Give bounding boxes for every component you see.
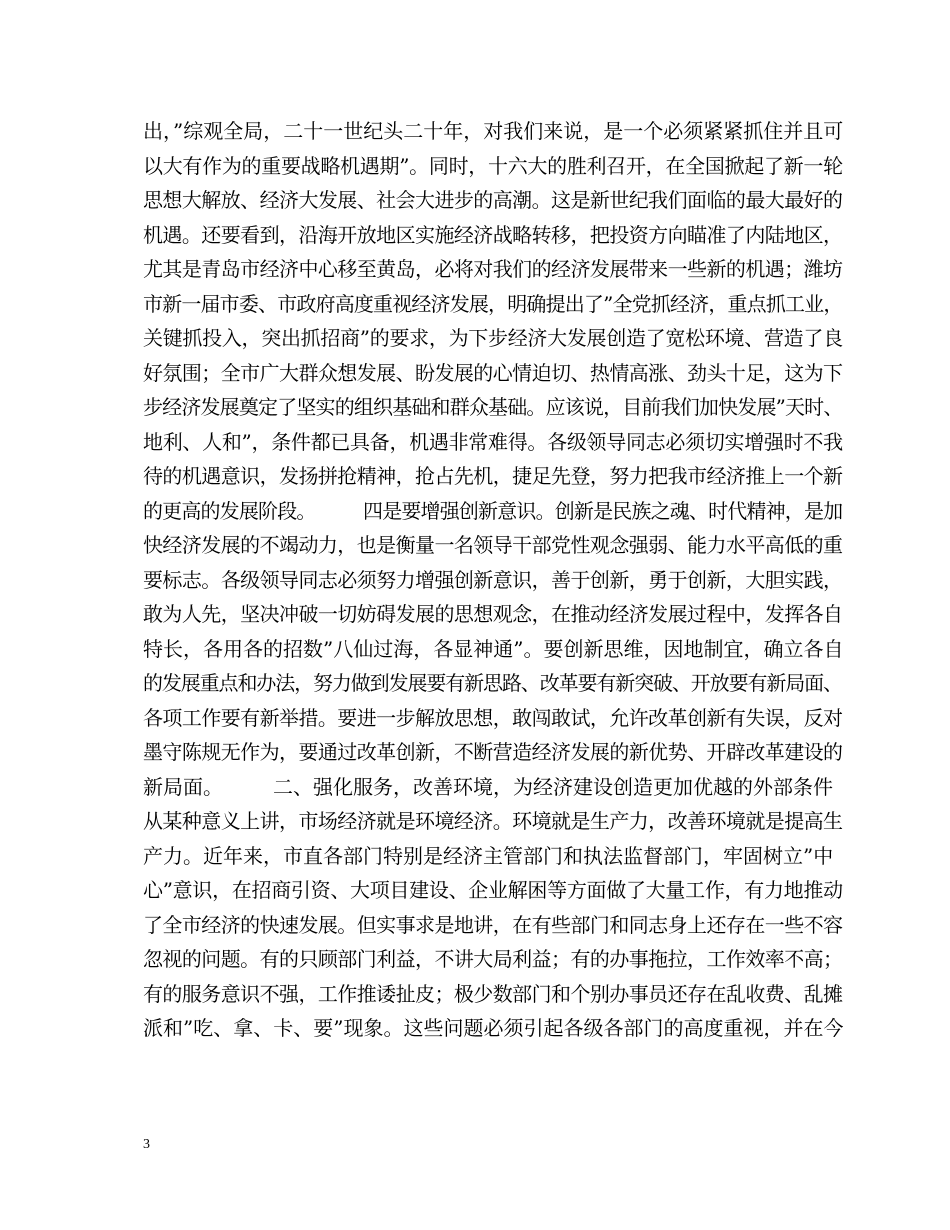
- text-line: 快经济发展的不竭动力，也是衡量一名领导干部党性观念强弱、能力水平高低的重: [143, 533, 843, 557]
- text-line: 派和”吃、拿、卡、要”现象。这些问题必须引起各级各部门的高度重视，并在今: [143, 1016, 844, 1040]
- text-line: 好氛围；全市广大群众想发展、盼发展的心情迫切、热情高涨、劲头十足，这为下: [143, 360, 843, 385]
- text-line: 要标志。各级领导同志必须努力增强创新意识，善于创新，勇于创新，大胆实践，: [143, 567, 843, 592]
- text-line: 步经济发展奠定了坚实的组织基础和群众基础。应该说，目前我们加快发展”天时、: [143, 395, 843, 419]
- text-line: 的更高的发展阶段。 四是要增强创新意识。创新是民族之魂、时代精神，是加: [143, 498, 843, 523]
- text-line: 新局面。 二、强化服务，改善环境，为经济建设创造更加优越的外部条件: [143, 774, 833, 799]
- text-line: 心”意识，在招商引资、大项目建设、企业解困等方面做了大量工作，有力地推动: [143, 878, 843, 902]
- text-line: 从某种意义上讲，市场经济就是环境经济。环境就是生产力，改善环境就是提高生: [143, 809, 843, 833]
- text-line: 的发展重点和办法，努力做到发展要有新思路、改革要有新突破、开放要有新局面、: [143, 671, 842, 695]
- text-line: 尤其是青岛市经济中心移至黄岛，必将对我们的经济发展带来一些新的机遇；潍坊: [143, 257, 843, 281]
- body-text: [143, 114, 843, 1046]
- text-line: 市新一届市委、市政府高度重视经济发展，明确提出了”全党抓经济，重点抓工业，: [143, 291, 843, 316]
- text-line: 敢为人先，坚决冲破一切妨碍发展的思想观念，在推动经济发展过程中，发挥各自: [143, 602, 843, 626]
- text-line: 各项工作要有新举措。要进一步解放思想，敢闯敢试，允许改革创新有失误，反对: [143, 705, 843, 730]
- text-line: 地利、人和”，条件都已具备，机遇非常难得。各级领导同志必须切实增强时不我: [143, 429, 843, 454]
- text-line: 产力。近年来，市直各部门特别是经济主管部门和执法监督部门，牢固树立”中: [143, 843, 834, 868]
- text-line: 关键抓投入，突出抓招商”的要求，为下步经济大发展创造了宽松环境、营造了良: [143, 326, 843, 350]
- text-line: 机遇。还要看到，沿海开放地区实施经济战略转移，把投资方向瞄准了内陆地区，: [143, 222, 843, 247]
- text-line: 特长，各用各的招数”八仙过海，各显神通”。要创新思维，因地制宜，确立各自: [143, 636, 844, 661]
- text-line: 忽视的问题。有的只顾部门利益，不讲大局利益；有的办事拖拉，工作效率不高；: [143, 947, 843, 971]
- text-line: 以大有作为的重要战略机遇期”。同时，十六大的胜利召开，在全国掀起了新一轮: [143, 153, 843, 178]
- text-line: 待的机遇意识，发扬拼抢精神，抢占先机，捷足先登，努力把我市经济推上一个新: [143, 464, 843, 488]
- text-line: 思想大解放、经济大发展、社会大进步的高潮。这是新世纪我们面临的最大最好的: [143, 188, 843, 212]
- text-line: 了全市经济的快速发展。但实事求是地讲，在有些部门和同志身上还存在一些不容: [143, 912, 843, 937]
- text-line: 墨守陈规无作为，要通过改革创新，不断营造经济发展的新优势、开辟改革建设的: [143, 740, 843, 764]
- text-line: 有的服务意识不强，工作推诿扯皮；极少数部门和个别办事员还存在乱收费、乱摊: [143, 981, 843, 1006]
- page-number: 3: [143, 1137, 150, 1152]
- text-line: 出，”综观全局，二十一世纪头二十年，对我们来说，是一个必须紧紧抓住并且可: [143, 119, 844, 143]
